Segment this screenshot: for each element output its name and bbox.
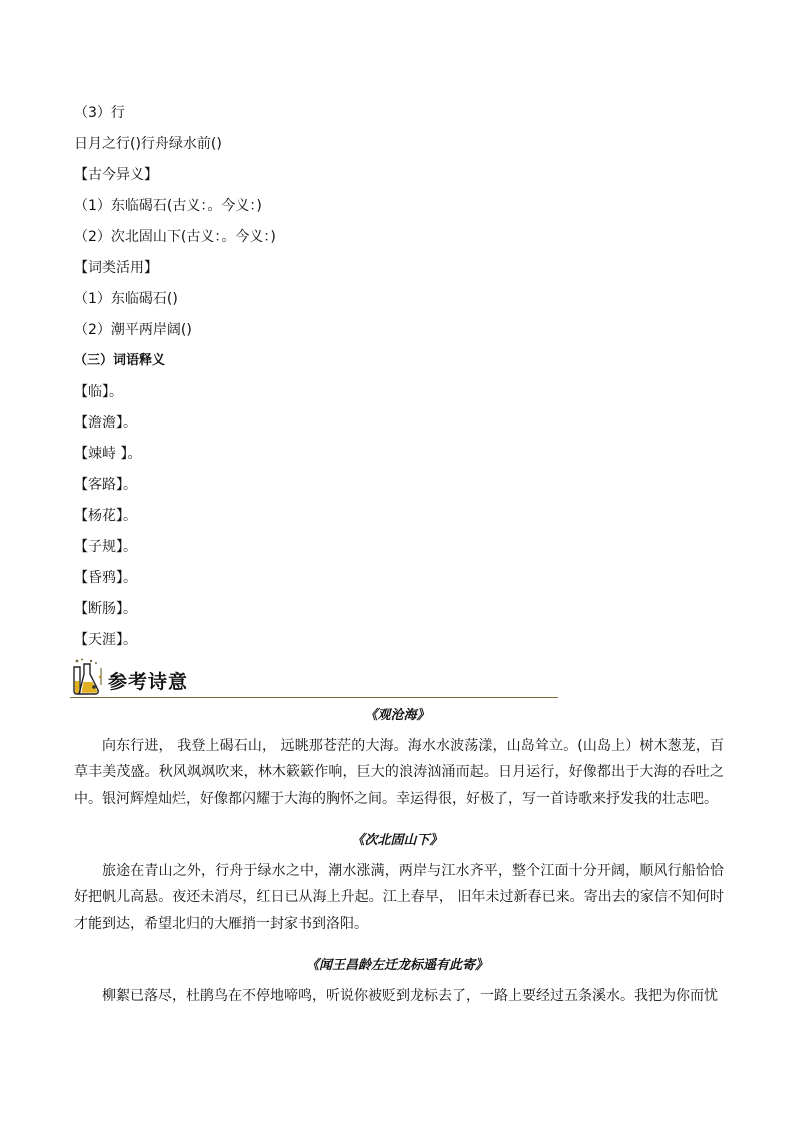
subsection-heading-ciyu-shiyi: （三）词语释义: [74, 353, 166, 368]
text-line: （1）东临碣石(): [74, 291, 178, 307]
section-header-cankao-shiyi: [70, 655, 558, 699]
section-label-cilei-huoyong: 【词类活用】: [74, 260, 158, 276]
section-label-gujin-yiyi: 【古今异义】: [74, 167, 158, 183]
section-divider: [70, 697, 558, 698]
vocab-item: 【子规】。: [74, 539, 137, 555]
vocab-item: 【天涯】。: [74, 632, 137, 648]
text-line: （1）东临碣石(古义：。今义：): [74, 198, 262, 214]
section-title: 参考诗意: [108, 671, 189, 693]
vocab-item: 【澹澹】。: [74, 415, 137, 431]
poem-title-ci-beigushan-xia: 《次北固山下》: [351, 833, 443, 848]
poem-translation-ci-beigushan-xia: 旅途在青山之外，行舟于绿水之中，潮水涨满，两岸与江水齐平，整个江面十分开阔，顺风行船恰恰好把帆儿高悬。夜还未消尽，红日已从海上升起。江上春早， 旧年未过新春已来。寄出去的家信不知何时才能到达，希望北归的大雁捎一封家书到洛阳。: [74, 863, 724, 932]
poem-title-guan-canghai: 《观沧海》: [364, 708, 430, 723]
vocab-item: 【杨花】。: [74, 508, 137, 524]
vocab-item: 【临】。: [74, 384, 123, 400]
text-line: （2）潮平两岸阔(): [74, 322, 192, 338]
vocab-item: 【断肠】。: [74, 601, 137, 617]
poem-translation-guan-canghai: 向东行进， 我登上碣石山， 远眺那苍茫的大海。海水水波荡漾，山岛耸立。(山岛上）树木葱茏，百草丰美茂盛。秋风飒飒吹来，林木簌簌作响，巨大的浪涛汹涌而起。日月运行，好像都出于大海的吞吐之中。银河辉煌灿烂，好像都闪耀于大海的胸怀之间。幸运得很，好极了，写一首诗歌来抒发我的壮志吧。: [74, 738, 724, 807]
poem-translation-wen-wangchangling: 柳絮已落尽，杜鹃鸟在不停地啼鸣，听说你被贬到龙标去了，一路上要经过五条溪水。我把为你而忧: [102, 988, 718, 1004]
vocab-item: 【昏鸦】。: [74, 570, 137, 586]
text-line: （3）行: [74, 105, 125, 121]
text-line: 日月之行()行舟绿水前(): [74, 136, 222, 152]
text-line: （2）次北固山下(古义：。今义：): [74, 229, 276, 245]
vocab-item: 【竦峙 】。: [74, 446, 142, 462]
lab-flask-icon: [70, 657, 104, 695]
vocab-item: 【客路】。: [74, 477, 137, 493]
poem-title-wen-wangchangling: 《闻王昌龄左迁龙标遥有此寄》: [305, 958, 488, 973]
